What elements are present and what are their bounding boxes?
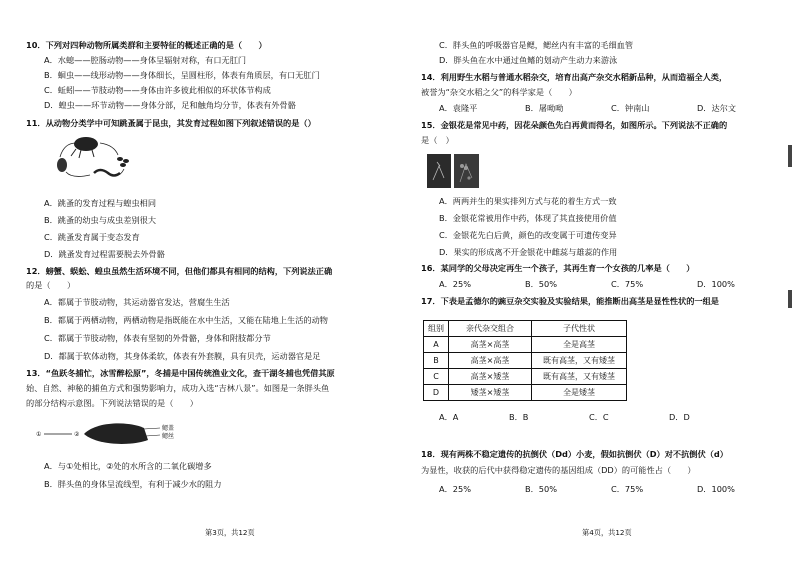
table-cell: 高茎×高茎 [449,353,532,369]
q15-option-d: D．果实的形成离不开金银花中雌蕊与雄蕊的作用 [439,247,618,257]
q16-option-a: A．25% [439,279,471,289]
q13-stem-line2: 始、自然、神秘的捕鱼方式和强势影响力，成功入选“吉林八景”。如图是一条胖头鱼 [26,383,330,393]
table-header-group: 组别 [424,321,449,337]
table-header-parents: 亲代杂交组合 [449,321,532,337]
q16-option-d: D．100% [697,279,735,289]
q16-stem: 16．某同学的父母决定再生一个孩子，其再生育一个女孩的几率是（ ） [421,263,695,273]
q12-stem-line2: 的是（ ） [26,280,76,290]
binding-mark [788,145,792,167]
flea-larva-icon [94,170,120,176]
table-header-row [424,321,627,337]
q18-option-a: A．25% [439,484,471,494]
q17-option-d: D．D [669,412,690,422]
flea-adult-icon [71,137,98,158]
table-cell: 既有高茎，又有矮茎 [532,353,627,369]
q10-option-c: C．蚯蚓——节肢动物——身体由许多彼此相似的环状体节构成 [44,85,271,95]
honeysuckle-fruit-photo [454,154,479,188]
table-row [424,337,627,353]
q14-stem-line2: 被誉为“杂交水稻之父”的科学家是（ ） [421,87,577,97]
q14-option-d: D．达尔文 [697,103,737,113]
q12-option-b: B．都属于两栖动物，两栖动物是指既能在水中生活，又能在陆地上生活的动物 [44,315,328,325]
label-point-1: ① [36,431,42,438]
fish-gill-diagram [36,418,196,448]
q10-stem: 10．下列对四种动物所属类群和主要特征的概述正确的是（ ） [26,40,267,50]
page-number-3: 第3页，共12页 [205,528,255,537]
q10-option-d: D．蝗虫——环节动物——身体分部，足和触角均分节，体表有外骨骼 [44,100,296,110]
q15-stem-line1: 15．金银花是常见中药，因花朵颜色先白再黄而得名，如图所示。下列说法不正确的 [421,120,728,130]
q17-option-a: A．A [439,412,459,422]
honeysuckle-photos [427,154,479,188]
q18-stem-line1: 18．现有两株不稳定遗传的抗倒伏（Dd）小麦，假如抗倒伏（D）对不抗倒伏（d） [421,449,728,459]
q12-option-d: D．都属于软体动物，其身体柔软，体表有外套膜，具有贝壳，运动器官是足 [44,351,321,361]
fish-head-shape [84,423,148,444]
label-point-2: ② [74,431,80,438]
q12-stem-line1: 12．螃蟹、蜈蚣、蝗虫虽然生活环境不同，但他们都具有相同的结构，下列说法正确 [26,266,333,276]
honeysuckle-flower-photo [427,154,451,188]
q12-option-c: C．都属于节肢动物，体表有坚韧的外骨骼，身体和附肢都分节 [44,333,271,343]
flea-pupa-icon [57,158,67,172]
table-row [424,385,627,401]
table-cell: B [424,353,449,369]
q10-option-b: B．蛔虫——线形动物——身体细长，呈圆柱形，体表有角质层，有口无肛门 [44,70,320,80]
q14-stem-line1: 14．利用野生水稻与普通水稻杂交，培育出高产杂交水稻新品种，从而造福全人类， [421,72,728,82]
q13-option-d: D．胖头鱼在水中通过鱼鳍的划动产生动力来游泳 [439,55,618,65]
flea-egg-icon [117,157,129,167]
q15-stem-line2: 是（ ） [421,135,454,145]
q17-option-c: C．C [589,412,609,422]
q14-option-b: B．屠呦呦 [525,103,564,113]
q15-option-a: A．两两并生的果实排列方式与花的着生方式一致 [439,196,617,206]
q16-option-c: C．75% [611,279,644,289]
table-cell: 全是高茎 [532,337,627,353]
q11-option-d: D．跳蚤发育过程需要脱去外骨骼 [44,249,165,259]
table-cell: 全是矮茎 [532,385,627,401]
page-number-4: 第4页，共12页 [582,528,632,537]
q18-option-b: B．50% [525,484,558,494]
table-header-offspring: 子代性状 [532,321,627,337]
q14-option-a: A．袁隆平 [439,103,478,113]
q12-option-a: A．都属于节肢动物，其运动器官发达，营腐生生活 [44,297,230,307]
table-cell: 高茎×高茎 [449,337,532,353]
q18-option-c: C．75% [611,484,644,494]
table-cell: 高茎×矮茎 [449,369,532,385]
q13-stem-line1: 13．“鱼跃冬捕忙，冰雪醉松原”，冬捕是中国传统渔业文化，查干湖冬捕也凭借其原 [26,368,335,378]
binding-mark [788,290,792,308]
q10-option-a: A．水螅——腔肠动物——身体呈辐射对称，有口无肛门 [44,55,247,65]
flea-life-cycle-figure [50,135,150,183]
table-cell: A [424,337,449,353]
q13-option-b: B．胖头鱼的身体呈流线型，有利于减少水的阻力 [44,479,222,489]
q11-option-b: B．跳蚤的幼虫与成虫差别很大 [44,215,157,225]
q17-stem: 17．下表是孟德尔的豌豆杂交实验及实验结果，能推断出高茎是显性性状的一组是 [421,296,719,306]
label-operculum: 鳃盖 [162,425,175,432]
table-row [424,353,627,369]
q13-option-a: A．与①处相比，②处的水所含的二氧化碳增多 [44,461,212,471]
table-cell: C [424,369,449,385]
q18-option-d: D．100% [697,484,735,494]
q17-option-b: B．B [509,412,529,422]
q16-option-b: B．50% [525,279,558,289]
q13-stem-line3: 的部分结构示意图。下列说法错误的是（ ） [26,398,198,408]
q11-stem: 11．从动物分类学中可知跳蚤属于昆虫，其发育过程如图下列叙述错误的是（） [26,118,316,128]
label-gill-filament: 鳃丝 [162,433,175,440]
table-cell: D [424,385,449,401]
table-row [424,369,627,385]
page-4 [397,0,794,561]
q11-option-c: C．跳蚤发育属于变态发育 [44,232,140,242]
q15-option-c: C．金银花先白后黄，颜色的改变属于可遗传变异 [439,230,617,240]
q15-option-b: B．金银花常被用作中药，体现了其直接使用价值 [439,213,617,223]
table-cell: 矮茎×矮茎 [449,385,532,401]
table-cell: 既有高茎，又有矮茎 [532,369,627,385]
q14-option-c: C．钟南山 [611,103,650,113]
pea-cross-table [423,320,627,401]
q13-option-c: C．胖头鱼的呼吸器官是鳃，鳃丝内有丰富的毛细血管 [439,40,634,50]
q11-option-a: A．跳蚤的发育过程与蝗虫相同 [44,198,157,208]
q18-stem-line2: 为显性，收获的后代中获得稳定遗传的基因组成（DD）的可能性占（ ） [421,465,696,475]
